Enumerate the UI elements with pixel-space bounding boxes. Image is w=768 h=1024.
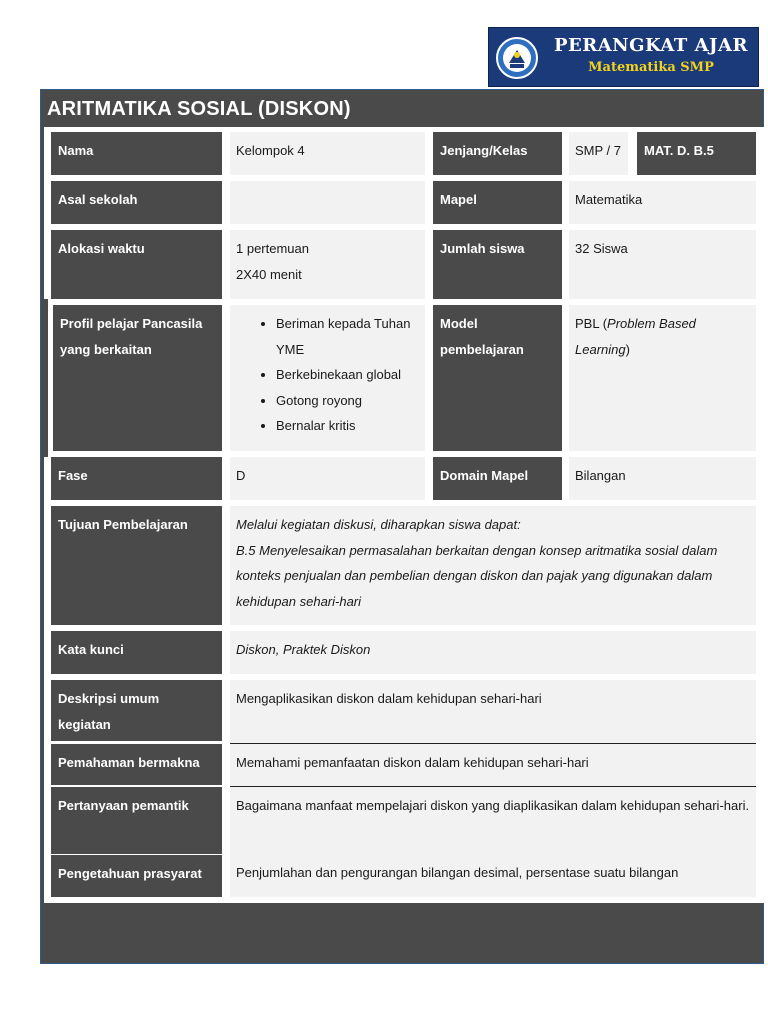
code-badge: MAT. D. B.5 [637,132,756,175]
label-alokasi-waktu: Alokasi waktu [51,230,222,299]
value-pertanyaan-pemantik: Bagaimana manfaat mempelajari diskon yang diaplikasikan dalam kehidupan sehari-hari. [230,787,756,854]
label-mapel: Mapel [433,181,562,224]
value-profil-pelajar [230,305,425,451]
label-model-pembelajaran: Model pembelajaran [433,305,562,451]
value-deskripsi-umum: Mengaplikasikan diskon dalam kehidupan sehari-hari [230,680,756,743]
value-tujuan-pembelajaran [230,506,756,625]
model-italic: Problem Based Learning [575,316,696,357]
value-alokasi-waktu [230,230,425,299]
banner-subtitle: Matematika SMP [588,60,714,75]
page-title: ARITMATIKA SOSIAL (DISKON) [47,98,351,120]
label-asal-sekolah: Asal sekolah [51,181,222,224]
value-asal-sekolah [230,181,425,224]
label-jenjang-kelas: Jenjang/Kelas [433,132,562,175]
value-kata-kunci: Diskon, Praktek Diskon [230,631,756,674]
label-fase: Fase [51,457,222,500]
label-deskripsi-umum: Deskripsi umum kegiatan [51,680,222,741]
tut-wuri-handayani-emblem-icon [495,36,539,80]
tujuan-line-1: Melalui kegiatan diskusi, diharapkan siswa dapat: [236,517,521,532]
label-tujuan-pembelajaran: Tujuan Pembelajaran [51,506,222,625]
label-nama: Nama [51,132,222,175]
profil-list [230,311,419,439]
list-item: • Bernalar kritis [276,413,419,439]
value-domain-mapel: Bilangan [569,457,756,500]
list-item: • Gotong royong [276,388,419,414]
value-mapel: Matematika [569,181,756,224]
value-pemahaman-bermakna: Memahami pemanfaatan diskon dalam kehidupan sehari-hari [230,744,756,786]
model-suffix: ) [625,341,630,357]
value-jenjang-kelas: SMP / 7 [569,132,628,175]
label-pengetahuan-prasyarat: Pengetahuan prasyarat [51,855,222,897]
value-jumlah-siswa: 32 Siswa [569,230,756,299]
value-nama: Kelompok 4 [230,132,425,175]
header-banner [488,27,759,87]
row-divider-left [44,299,48,457]
label-kata-kunci: Kata kunci [51,631,222,674]
alokasi-line-2: 2X40 menit [236,266,302,282]
list-item: • Berkebinekaan global [276,362,419,388]
value-model-pembelajaran [569,305,756,451]
alokasi-line-1: 1 pertemuan [236,241,309,256]
label-domain-mapel: Domain Mapel [433,457,562,500]
value-fase: D [230,457,425,500]
label-jumlah-siswa: Jumlah siswa [433,230,562,299]
value-pengetahuan-prasyarat: Penjumlahan dan pengurangan bilangan desimal, persentase suatu bilangan [230,854,756,897]
banner-title: PERANGKAT AJAR [554,35,748,56]
tujuan-line-2: B.5 Menyelesaikan permasalahan berkaitan dengan konsep aritmatika sosial dalam konteks penjualan dan pembelian dengan diskon dan pajak yang digunakan dalam kehidupan sehari-hari [236,542,718,609]
model-prefix: PBL ( [575,316,608,331]
label-pertanyaan-pemantik: Pertanyaan pemantik [51,787,222,854]
label-pemahaman-bermakna: Pemahaman bermakna [51,744,222,785]
label-profil-pelajar: Profil pelajar Pancasila yang berkaitan [53,305,222,451]
list-item: • Beriman kepada Tuhan YME [276,311,419,362]
